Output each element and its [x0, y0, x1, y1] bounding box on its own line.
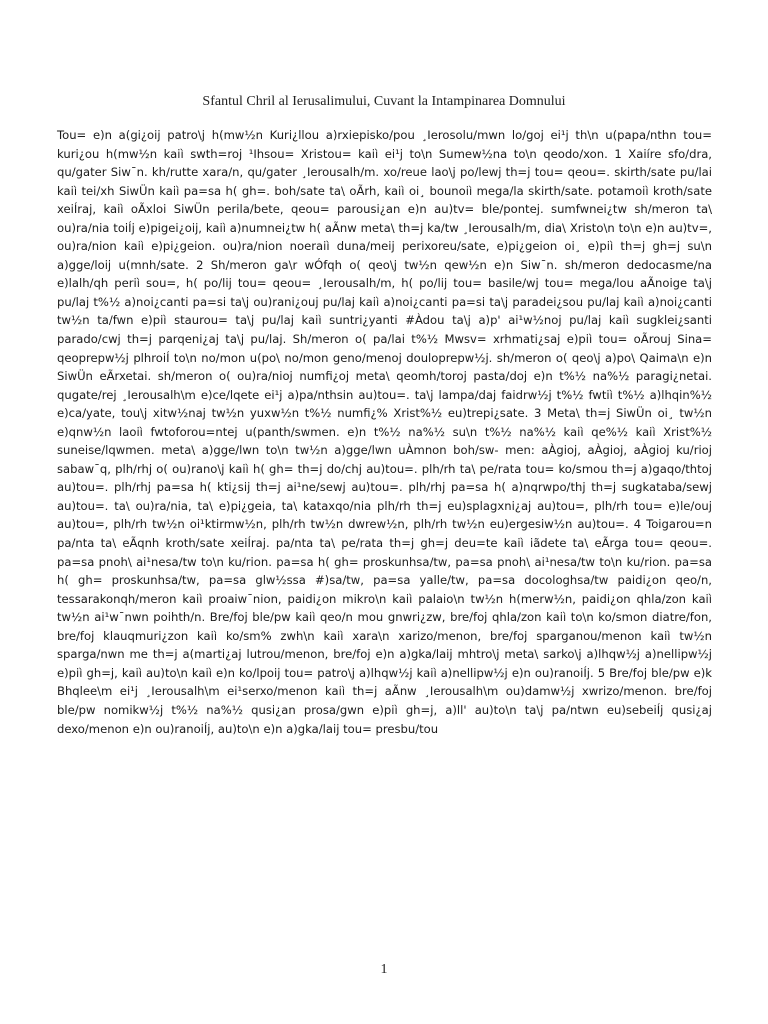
body-text: Tou= e)n a(gi¿oij patro\j h(mw½n Kuri¿llou a)rxiepisko/pou ¸Ierosolu/mwn lo/goj ei¹j th\n u(papa/nthn tou= kuri¿ou h(mw½n kaiì swth=roj ¹Ihsou= Xristou= kaiì ei¹j to\n Sumew½na to\n qeodo/xon. 1 Xaiíre sfo/dra, qu/gater Siw¯n. kh/rutte xara/n, qu/gater ¸Ierousalh/m. xo/reue lao\j po/lewj th=j tou= qeou=. skirth/sate pu/lai kaiì tei/xh SiwÜn kaiì pa=sa h( gh=. boh/sate ta\ oÃrh, kaiì oi¸ bounoiì mega/la skirth/sate. potamoiì kroth/sate xeiÍraj, kaiì oÃxloi SiwÜn perila/bete, qeou= parousi¿an e)n au)tv= ble/pontej. sumfwnei¿tw sh/meron ta\ ou)ra/nia toiÍj e)pigei¿oij, kaiì a)numnei¿tw h( aÃnw meta\ th=j ka/tw ¸Ierousalh/m, dia\ Xristo\n to\n e)n au)tv=, ou)ra/nion kaiì e)pi¿geion. ou)ra/nion noeraiì duna/meij perixoreu/sate, e)pi¿geion oi¸ e)piì th=j gh=j su\n a)gge/loij u(mnh/sate. 2 Sh/meron ga\r wÓfqh o( qeo\j tw½n qew½n e)n Siw¯n. sh/meron dedocasme/na e)lalh/qh periì sou=, h( po/lij tou= qeou= ¸Ierousalh/m, h( po/lij tou= basile/wj tou= mega/lou aÃnoige ta\j pu/laj t%½ a)noi¿canti pa=si ta\j ou)rani¿ouj pu/laj kaiì a)noi¿canti pa=si ta\j paradei¿sou pu/laj kaiì a)noi¿canti tw½n ta/fwn e)piì staurou= ta\j pu/laj kaiì suntri¿yanti #Àdou ta\j a)p' ai¹w½noj pu/laj kaiì sugklei¿santi parado/cwj th=j parqeni¿aj ta\j pu/laj. Sh/meron o( pa/lai t%½ Mwsv= xrhmati¿saj e)piì tou= oÃrouj Sina= qeoprepw½j plhroiÍ to\n no/mon u(po\ no/mon geno/menoj douloprepw½j. sh/meron o( qeo\j a)po\ Qaima\n e)n SiwÜn eÃrxetai. sh/meron o( ou)ra/nioj numfi¿oj meta\ qeomh/toroj pasta/doj e)n t%½ na%½ paragi¿netai. qugate/rej ¸Ierousalh\m e)ce/lqete ei¹j a)pa/nthsin au)tou=. ta\j lampa/daj faidrw½j t%½ fwtiì t%½ a)lhqin%½ e)ca/yate, tou\j xitw½naj tw½n yuxw½n t%½ numfi¿% Xrist%½ eu)trepi¿sate. 3 Meta\ th=j SiwÜn oi¸ tw½n e)qnw½n laoiì fwtoforou=ntej u(panth/swmen. e)n t%½ na%½ su\n t%½ na%½ kaiì qe%½ kaiì Xrist%½ suneise/lqwmen. meta\ a)gge/lwn to\n tw½n a)gge/lwn uÀmnon boh/sw- men: aÀgioj, aÀgioj, aÀgioj ku/rioj sabaw¯q, plh/rhj o( ou)rano\j kaiì h( gh= th=j do/chj au)tou=. plh/rh ta\ pe/rata tou= ko/smou th=j a)gaqo/thtoj au)tou=. plh/rhj pa=sa h( kti¿sij th=j ai¹ne/sewj au)tou=. plh/rhj pa=sa h( a)nqrwpo/thj th=j sugkataba/sewj au)tou=. ta\ ou)ra/nia, ta\ e)pi¿geia, ta\ kataxqo/nia plh/rh th=j eu)splagxni¿aj au)tou=, plh/rh tou= e)le/ouj au)tou=, plh/rh tw½n oi¹ktirmw½n, plh/rh tw½n dwrew½n, plh/rh tw½n eu)ergesiw½n au)tou=. 4 Toigarou=n pa/nta ta\ eÃqnh kroth/sate xeiÍraj. pa/nta ta\ pe/rata th=j gh=j deu=te kaiì iãdete ta\ eÃrga tou= qeou=. pa=sa pnoh\ ai¹nesa/tw to\n ku/rion. pa=sa h( gh= proskunhsa/tw, pa=sa pnoh\ ai¹nesa/tw to\n ku/rion. pa=sa h( gh= proskunhsa/tw, pa=sa glw½ssa #)sa/tw, pa=sa yalle/tw, pa=sa docologhsa/tw paidi¿on qeo/n, tessarakonqh/meron kaiì proaiw¯nion, paidi¿on mikro\n kaiì palaio\n tw½n h(merw½n, paidi¿on qhla/zon kaiì tw½n ai¹w¯nwn poihth/n. Bre/foj ble/pw kaiì qeo/n mou gnwri¿zw, bre/foj qhla/zon kaiì to\n ko/smon diatre/fon, bre/foj klauqmuri¿zon kaiì ko/sm% zwh\n kaiì xara\n xarizo/menon, bre/foj sparganou/menon kaiì tw½n sparga/nwn me th=j a(marti¿aj lutrou/menon, bre/foj e)n a)gka/laij mhtro\j meta\ sarko\j a)lhqw½j a)nellipw½j e)piì gh=j, kaiì au)to\n kaiì e)n ko/lpoij tou= patro\j a)lhqw½j kaiì a)nellipw½j e)n ou)ranoiÍj. 5 Bre/foj ble/pw e)k Bhqlee\m ei¹j ¸Ierousalh\m ei¹serxo/menon kaiì th=j aÃnw ¸Ierousalh\m ou)damw½j xwrizo/menon. bre/foj ble/pw nomikw½j t%½ na%½ qusi¿an prosa/gwn e)piì gh=j, a)ll' au)to\n ta\j pa/ntwn eu)sebeiÍj qusi¿aj dexo/menon e)n ou)ranoiÍj, au)to\n e)n a)gka/laij tou= presbu/tou	[57, 128, 712, 736]
page-title: Sfantul Chril al Ierusalimului, Cuvant la Intampinarea Domnului	[202, 94, 566, 109]
page-number: 1	[380, 962, 388, 977]
